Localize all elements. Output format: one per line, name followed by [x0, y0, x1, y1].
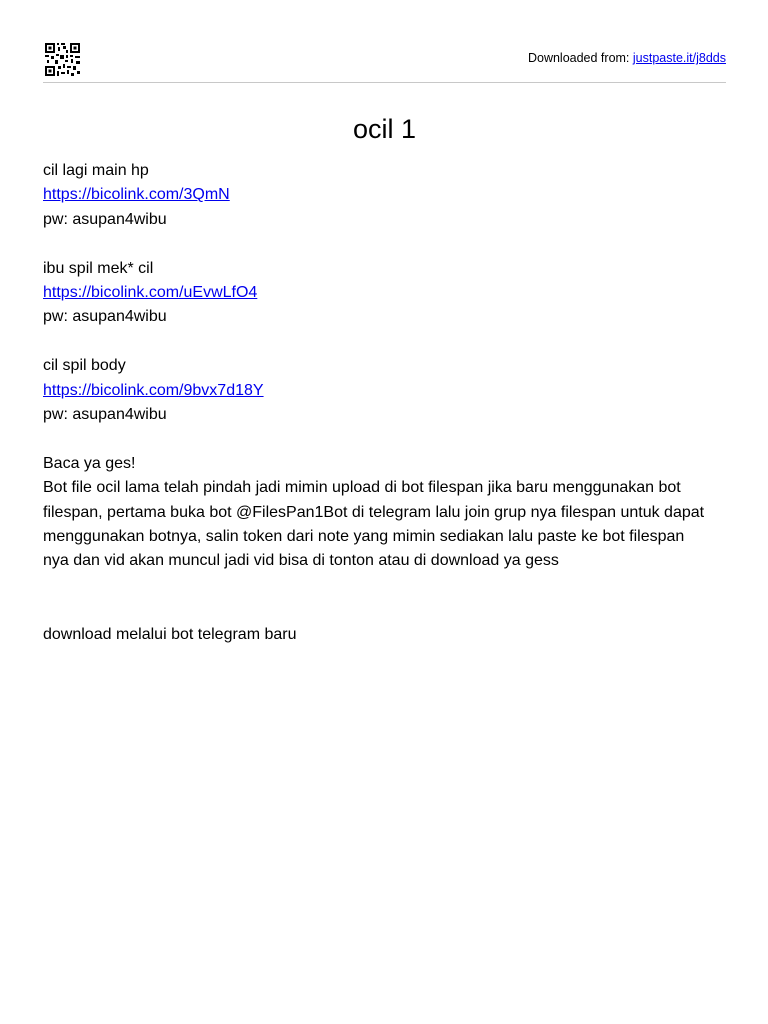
page [43, 0, 726, 647]
source-link[interactable]: justpaste.it/j8dds [632, 51, 726, 65]
entry-password: pw: asupan4wibu [43, 406, 167, 424]
notice-block [43, 452, 726, 574]
entry-label: ibu spil mek* cil [43, 259, 154, 277]
entry-block [43, 257, 726, 330]
downloaded-from-text [528, 51, 726, 65]
entry-password: pw: asupan4wibu [43, 308, 167, 326]
notice-line: Bot file ocil lama telah pindah jadi mimin upload di bot filespan jika baru menggunakan bot [43, 479, 681, 497]
entry-label: cil spil body [43, 357, 126, 375]
entry-link[interactable]: https://bicolink.com/uEvwLfO4 [43, 284, 258, 302]
entry-link[interactable]: https://bicolink.com/9bvx7d18Y [43, 381, 264, 399]
entry-label: cil lagi main hp [43, 162, 149, 179]
page-content [43, 159, 726, 647]
footer-text: download melalui bot telegram baru [43, 625, 297, 643]
entry-password: pw: asupan4wibu [43, 210, 167, 228]
page-title: ocil 1 [352, 114, 417, 144]
entry-block [43, 159, 726, 232]
notice-heading: Baca ya ges! [43, 454, 136, 472]
notice-line: nya dan vid akan muncul jadi vid bisa di tonton atau di download ya gess [43, 552, 559, 570]
downloaded-prefix: Downloaded from: [527, 51, 633, 65]
page-header [43, 0, 726, 83]
entry-block [43, 354, 726, 427]
qr-code-icon [45, 43, 80, 76]
entry-link[interactable]: https://bicolink.com/3QmN [43, 186, 230, 204]
notice-line: filespan, pertama buka bot @FilesPan1Bot di telegram lalu join grup nya filespan untuk dapat [43, 503, 705, 521]
notice-line: menggunakan botnya, salin token dari note yang mimin sediakan lalu paste ke bot filespan [43, 528, 685, 546]
